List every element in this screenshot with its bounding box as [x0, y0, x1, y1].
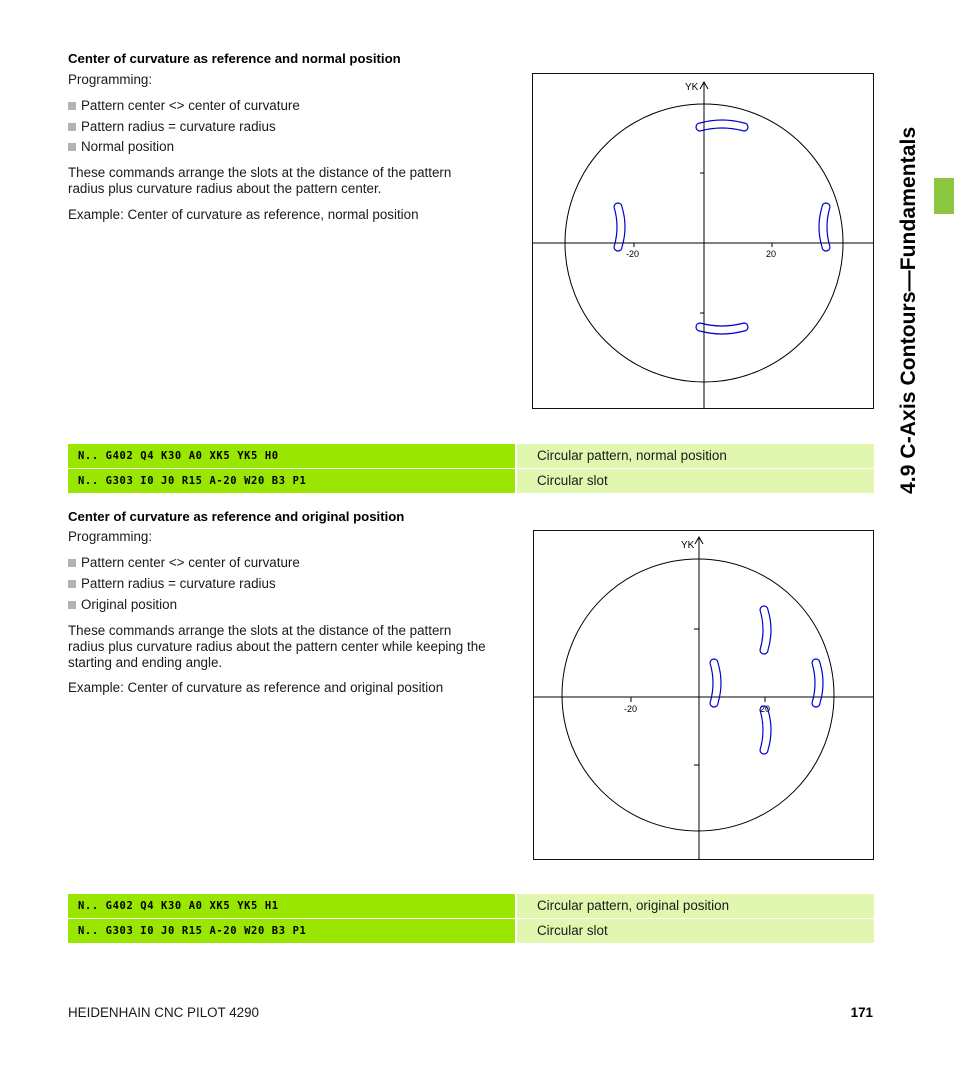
bullet-square-icon	[68, 143, 76, 151]
figure2-tick-pos: 20	[760, 704, 771, 714]
section2-heading: Center of curvature as reference and original position	[68, 509, 405, 524]
section1-bullet-2: Pattern radius = curvature radius	[68, 119, 276, 134]
code-cell: N.. G303 I0 J0 R15 A-20 W20 B3 P1	[68, 919, 515, 943]
desc-cell: Circular pattern, original position	[517, 894, 874, 918]
section2-bullet-3: Original position	[68, 597, 177, 612]
table-row	[68, 469, 874, 493]
section-tab-title: 4.9 C-Axis Contours—Fundamentals	[897, 126, 920, 494]
section2-bullet-2: Pattern radius = curvature radius	[68, 576, 276, 591]
section2-example: Example: Center of curvature as reference and original position	[68, 680, 444, 695]
section2-paragraph-line2: radius plus curvature radius about the pattern center while keeping the	[68, 639, 486, 654]
bullet-square-icon	[68, 102, 76, 110]
section1-example: Example: Center of curvature as reference, normal position	[68, 207, 419, 222]
section1-code-table	[68, 444, 874, 494]
slot-left	[710, 659, 721, 707]
figure1-tick-pos: 20	[766, 249, 777, 259]
section2-intro: Programming:	[68, 529, 153, 544]
section2-paragraph-line3: starting and ending angle.	[68, 655, 223, 670]
desc-cell: Circular slot	[517, 919, 874, 943]
slot-right	[812, 659, 823, 707]
figure-normal-svg	[533, 74, 873, 408]
section1-bullet-3: Normal position	[68, 139, 174, 154]
code-cell: N.. G303 I0 J0 R15 A-20 W20 B3 P1	[68, 469, 515, 493]
section1-paragraph-line1: These commands arrange the slots at the distance of the pattern	[68, 165, 452, 180]
section2-code-table	[68, 894, 874, 944]
figure2-axis-label: YK	[681, 540, 695, 551]
figure1-tick-neg: -20	[626, 249, 640, 259]
figure1-axis-label: YK	[685, 82, 699, 93]
section2-bullet-1: Pattern center <> center of curvature	[68, 555, 300, 570]
section2-paragraph-line1: These commands arrange the slots at the distance of the pattern	[68, 623, 452, 638]
code-cell: N.. G402 Q4 K30 A0 XK5 YK5 H1	[68, 894, 515, 918]
section1-bullet-1: Pattern center <> center of curvature	[68, 98, 300, 113]
code-cell: N.. G402 Q4 K30 A0 XK5 YK5 H0	[68, 444, 515, 468]
table-row	[68, 444, 874, 468]
section1-intro: Programming:	[68, 72, 153, 87]
table-row	[68, 919, 874, 943]
figure-normal-position	[532, 73, 874, 409]
bullet-square-icon	[68, 559, 76, 567]
footer-product-name: HEIDENHAIN CNC PILOT 4290	[68, 1005, 259, 1020]
bullet-square-icon	[68, 123, 76, 131]
figure-original-svg	[534, 531, 873, 859]
bullet-square-icon	[68, 601, 76, 609]
bullet-square-icon	[68, 580, 76, 588]
figure2-tick-neg: -20	[624, 704, 638, 714]
section1-heading: Center of curvature as reference and normal position	[68, 51, 401, 66]
section-tab-marker	[934, 178, 954, 214]
page-number: 171	[850, 1005, 873, 1020]
section1-paragraph-line2: radius plus curvature radius about the pattern center.	[68, 181, 382, 196]
figure-original-position	[533, 530, 874, 860]
slot-right	[819, 203, 830, 251]
desc-cell: Circular slot	[517, 469, 874, 493]
slot-top	[760, 606, 771, 654]
slot-left	[614, 203, 625, 251]
desc-cell: Circular pattern, normal position	[517, 444, 874, 468]
table-row	[68, 894, 874, 918]
